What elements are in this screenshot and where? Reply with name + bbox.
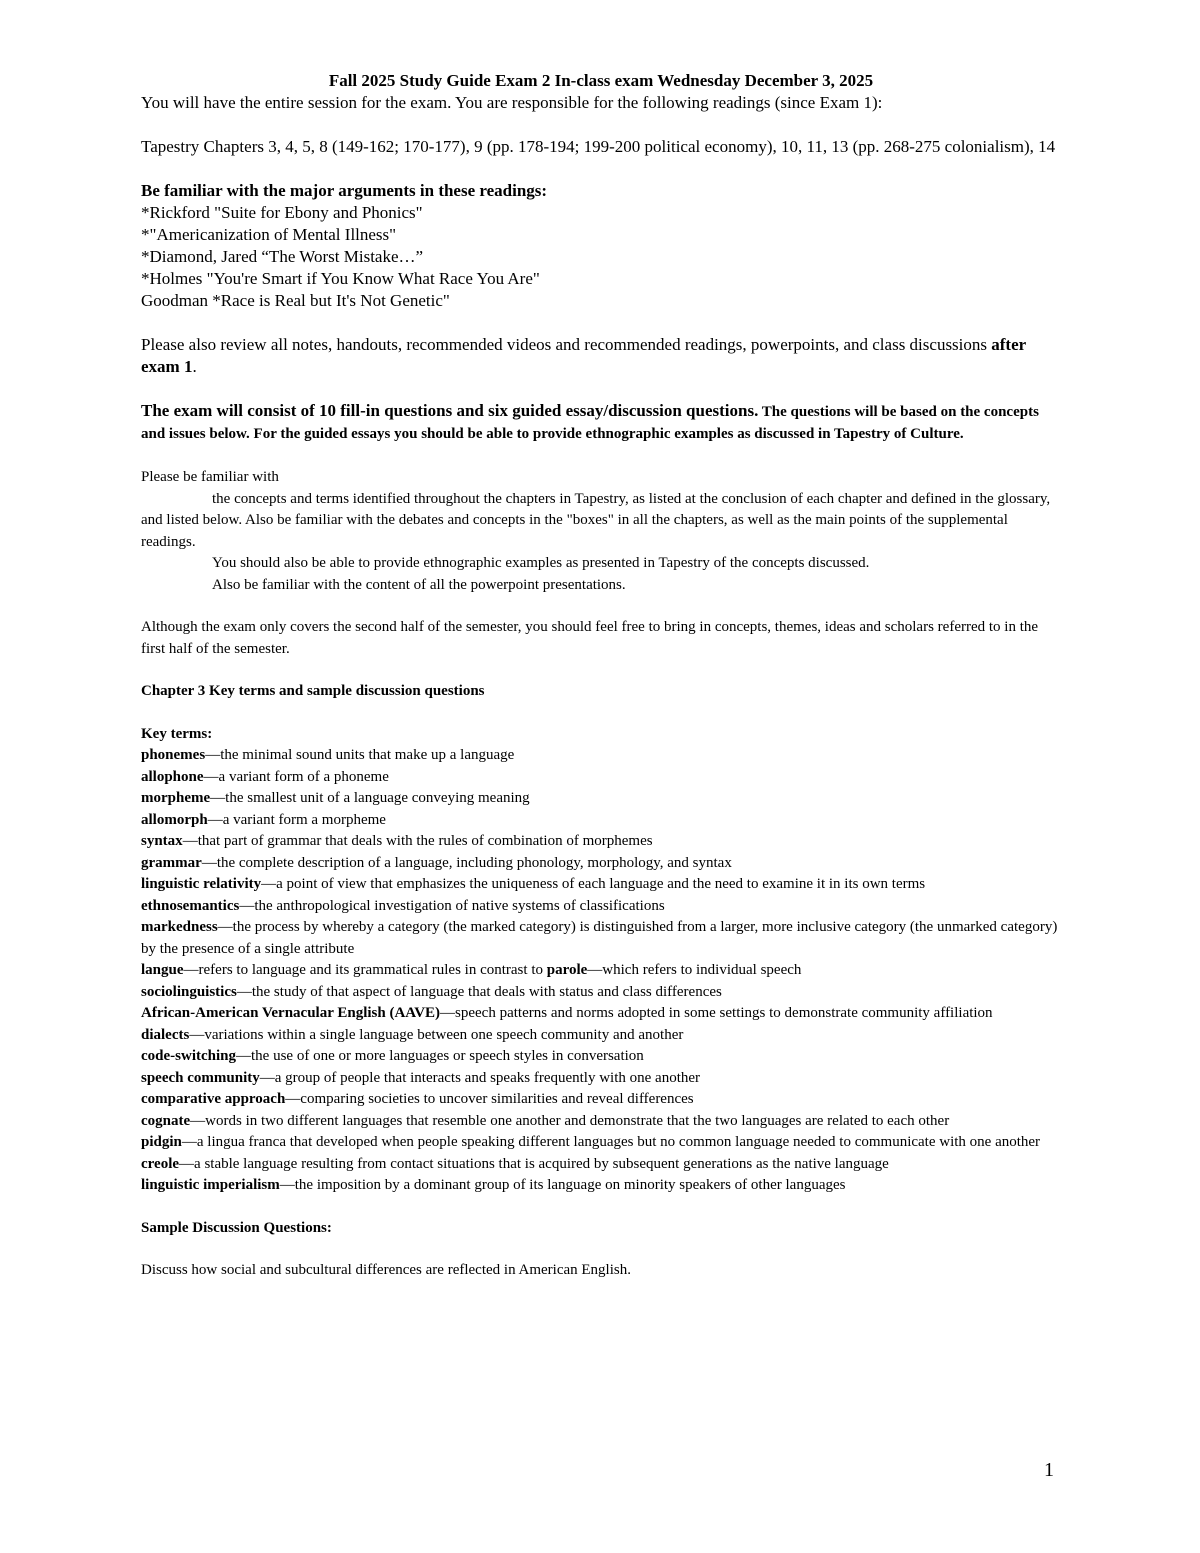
term-definition: —comparing societies to uncover similarities and reveal differences — [285, 1091, 694, 1107]
readings-heading: Be familiar with the major arguments in these readings: — [141, 181, 548, 200]
study-guide-page — [141, 70, 1061, 1282]
term-definition: —a lingua franca that developed when people speaking different languages but no common language needed to communicate with one another — [181, 1134, 1041, 1150]
familiar-intro: Please be familiar with — [141, 469, 279, 485]
term-definition: —the smallest unit of a language conveying meaning — [210, 790, 530, 806]
term-entry — [141, 745, 1061, 767]
term-definition: —words in two different languages that resemble one another and demonstrate that the two languages are related to each other — [190, 1112, 950, 1129]
term-name-secondary: parole — [546, 962, 588, 978]
term-entry — [141, 1068, 1061, 1090]
term-entry — [141, 788, 1061, 810]
term-name: langue — [141, 962, 184, 978]
reading-item: *Diamond, Jared “The Worst Mistake…” — [141, 247, 424, 266]
term-name: allomorph — [141, 811, 208, 828]
term-name: pidgin — [141, 1134, 182, 1150]
term-definition: —variations within a single language between one speech community and another — [189, 1026, 684, 1043]
review-text: Please also review all notes, handouts, recommended videos and recommended readings, powerpoints, and class discussions — [141, 335, 992, 354]
term-name: morpheme — [141, 790, 211, 806]
term-name: linguistic imperialism — [141, 1177, 280, 1193]
review-emphasis: after exam 1 — [141, 335, 1026, 376]
term-name: grammar — [141, 854, 202, 871]
term-definition: —a group of people that interacts and speaks frequently with one another — [259, 1069, 701, 1086]
term-definition: —the anthropological investigation of native systems of classifications — [239, 897, 665, 914]
term-definition: —a point of view that emphasizes the uniqueness of each language and the need to examine it in its own terms — [261, 876, 926, 892]
term-name: creole — [141, 1155, 180, 1172]
familiar-powerpoints: Also be familiar with the content of all the powerpoint presentations. — [212, 576, 626, 593]
term-definition: —refers to language and its grammatical rules in contrast to — [183, 962, 547, 978]
term-definition-secondary: —which refers to individual speech — [587, 962, 802, 978]
term-entry — [141, 982, 1061, 1004]
term-name: dialects — [141, 1026, 190, 1043]
term-entry — [141, 1046, 1061, 1068]
term-definition: —the complete description of a language, including phonology, morphology, and syntax — [201, 854, 732, 871]
term-definition: —a stable language resulting from contact situations that is acquired by subsequent generations as the native language — [179, 1155, 889, 1172]
term-entry — [141, 1154, 1061, 1176]
term-name: comparative approach — [141, 1091, 286, 1107]
term-name: speech community — [141, 1069, 260, 1086]
term-entry — [141, 1089, 1061, 1111]
term-definition: —a variant form of a phoneme — [203, 768, 389, 785]
term-entry — [141, 960, 1061, 982]
term-name: sociolinguistics — [141, 983, 237, 1000]
term-entry — [141, 767, 1061, 789]
page-number: 1 — [1044, 1459, 1054, 1481]
term-entry — [141, 831, 1061, 853]
term-entry — [141, 1003, 1061, 1025]
session-note: You will have the entire session for the exam. You are responsible for the following readings (since Exam 1): — [141, 93, 883, 112]
term-entry — [141, 1132, 1061, 1154]
term-entry — [141, 1111, 1061, 1133]
review-end: . — [192, 357, 197, 376]
familiar-concepts: the concepts and terms identified throughout the chapters in Tapestry, as listed at the conclusion of each chapter and defined in the glossary, and listed below. Also be familiar with the debates and concepts in the "boxes" in all the chapters, as well as the main points of the supplemental readings. — [141, 490, 1051, 550]
term-name: cognate — [141, 1112, 191, 1129]
term-definition: —a variant form a morpheme — [207, 811, 386, 828]
term-definition: —the imposition by a dominant group of its language on minority speakers of other languages — [279, 1177, 846, 1193]
semester-note: Although the exam only covers the second half of the semester, you should feel free to bring in concepts, themes, ideas and scholars referred to in the first half of the semester. — [141, 619, 1039, 657]
term-entry — [141, 1025, 1061, 1047]
term-definition: —the minimal sound units that make up a language — [205, 747, 515, 763]
term-name: allophone — [141, 768, 204, 785]
reading-item: Goodman *Race is Real but It's Not Genetic" — [141, 291, 450, 310]
exam-format-note — [141, 400, 1061, 445]
familiar-ethnographic: You should also be able to provide ethnographic examples as presented in Tapestry of the concepts discussed. — [212, 555, 870, 571]
term-definition: —the study of that aspect of language that deals with status and class differences — [236, 983, 722, 1000]
term-entry — [141, 853, 1061, 875]
key-terms-list — [141, 745, 1061, 1197]
key-terms-label: Key terms: — [141, 725, 213, 742]
term-definition: —that part of grammar that deals with the rules of combination of morphemes — [182, 833, 653, 849]
term-entry — [141, 896, 1061, 918]
term-definition: —speech patterns and norms adopted in some settings to demonstrate community affiliation — [440, 1005, 993, 1021]
term-definition: —the use of one or more languages or speech styles in conversation — [236, 1048, 644, 1064]
exam-format-rest: The questions will be based on the concepts and issues below. For the guided essays you should be able to provide ethnographic examples as discussed in Tapestry of Culture. — [141, 404, 1039, 442]
term-name: linguistic relativity — [141, 876, 262, 892]
reading-item: *"Americanization of Mental Illness" — [141, 225, 397, 244]
term-entry — [141, 810, 1061, 832]
reading-item: *Holmes "You're Smart if You Know What Race You Are" — [141, 269, 540, 288]
page-title: Fall 2025 Study Guide Exam 2 In-class exam Wednesday December 3, 2025 — [328, 71, 874, 90]
chapter3-heading: Chapter 3 Key terms and sample discussion questions — [141, 683, 485, 699]
readings-list — [141, 202, 1061, 312]
sample-questions-heading: Sample Discussion Questions: — [141, 1219, 332, 1236]
term-definition: —the process by whereby a category (the marked category) is distinguished from a larger, more inclusive category (the unmarked category) by the presence of a single attribute — [141, 919, 1058, 957]
term-entry — [141, 1175, 1061, 1197]
exam-format-lead: The exam will consist of 10 fill-in questions and six guided essay/discussion questions. — [141, 401, 759, 420]
tapestry-readings: Tapestry Chapters 3, 4, 5, 8 (149-162; 170-177), 9 (pp. 178-194; 199-200 political economy), 10, 11, 13 (pp. 268-275 colonialism), 14 — [141, 137, 1056, 156]
term-name: code-switching — [141, 1048, 236, 1064]
term-entry — [141, 874, 1061, 896]
review-note — [141, 334, 1061, 378]
term-name: ethnosemantics — [141, 897, 240, 914]
term-entry — [141, 917, 1061, 960]
term-name: African-American Vernacular English (AAVE) — [141, 1005, 441, 1021]
term-name: phonemes — [141, 747, 206, 763]
sample-question: Discuss how social and subcultural differences are reflected in American English. — [141, 1262, 631, 1278]
reading-item: *Rickford "Suite for Ebony and Phonics" — [141, 203, 423, 222]
term-name: markedness — [141, 919, 218, 935]
term-name: syntax — [141, 833, 183, 849]
